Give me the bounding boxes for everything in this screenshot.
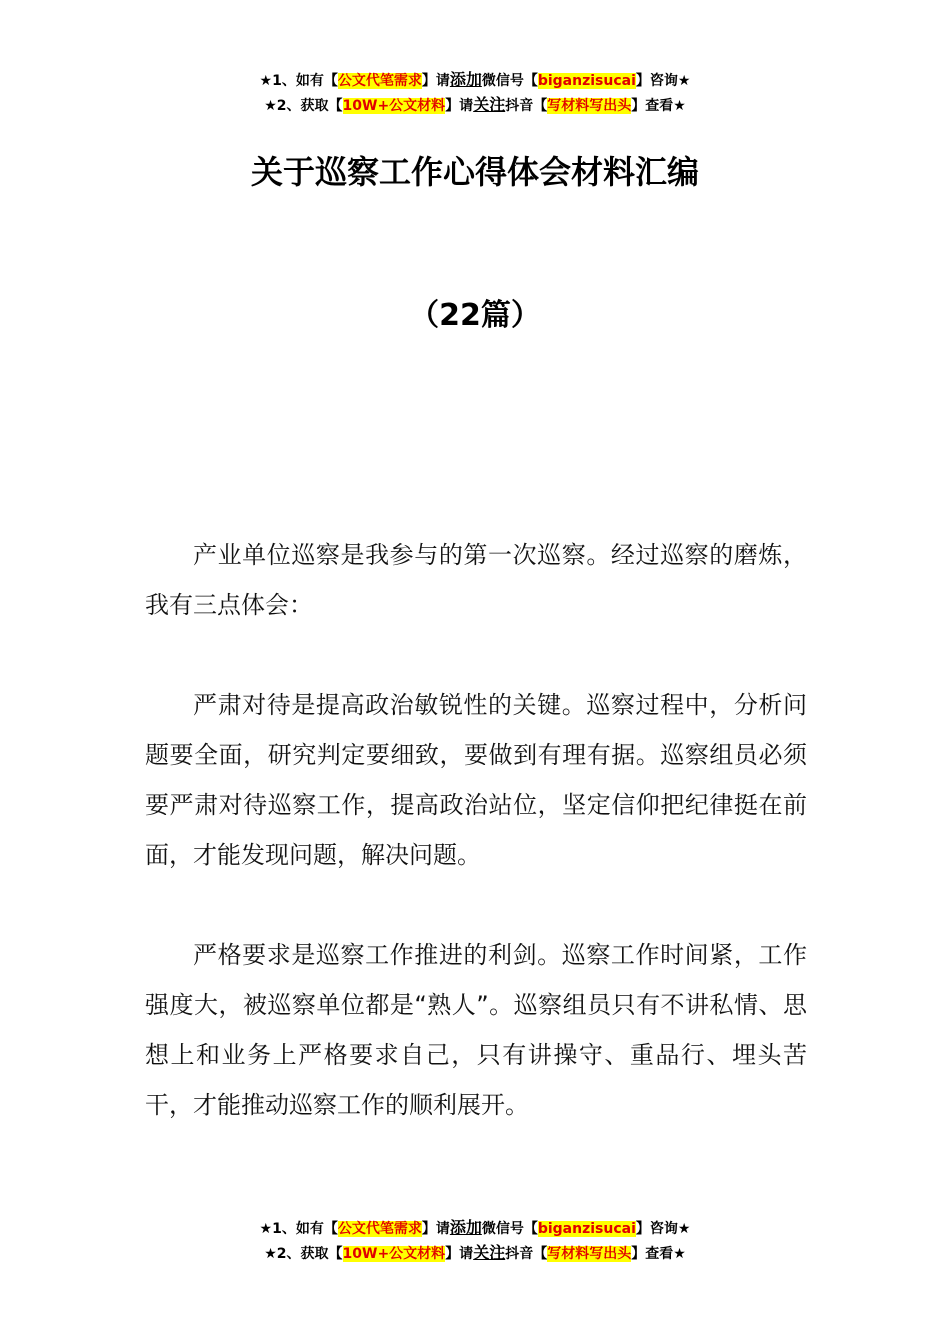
highlight-wechat-id: biganzisucai — [537, 1221, 636, 1237]
banner-line-1: ★1、如有【公文代笔需求】请添加微信号【biganzisucai】咨询★ — [259, 1218, 691, 1237]
document-subtitle: （22篇） — [409, 298, 541, 333]
highlight-wechat-id: biganzisucai — [537, 73, 636, 89]
underlined-follow: 关注 — [473, 1243, 506, 1262]
highlight-materials: 10W+公文材料 — [342, 98, 446, 114]
highlight-service: 公文代笔需求 — [337, 73, 422, 89]
highlight-service: 公文代笔需求 — [337, 1221, 422, 1237]
footer-banner — [0, 1216, 950, 1266]
highlight-douyin-account: 写材料写出头 — [547, 1246, 632, 1262]
paragraph: 严格要求是巡察工作推进的利剑。巡察工作时间紧，工作强度大，被巡察单位都是“熟人”。巡察组员只有不讲私情、思想上和业务上严格要求自己，只有讲操守、重品行、埋头苦干，才能推动巡察工作的顺利展开。 — [145, 941, 807, 1119]
banner-line-1: ★1、如有【公文代笔需求】请添加微信号【biganzisucai】咨询★ — [259, 70, 691, 89]
banner-line-2: ★2、获取【10W+公文材料】请关注抖音【写材料写出头】查看★ — [264, 95, 686, 114]
highlight-douyin-account: 写材料写出头 — [547, 98, 632, 114]
underlined-add: 添加 — [449, 1218, 482, 1237]
underlined-add: 添加 — [449, 70, 482, 89]
paragraph: 严肃对待是提高政治敏锐性的关键。巡察过程中，分析问题要全面，研究判定要细致，要做到有理有据。巡察组员必须要严肃对待巡察工作，提高政治站位，坚定信仰把纪律挺在前面，才能发现问题，解决问题。 — [145, 691, 807, 869]
banner-line-2: ★2、获取【10W+公文材料】请关注抖音【写材料写出头】查看★ — [264, 1243, 686, 1262]
header-banner — [0, 68, 950, 118]
highlight-materials: 10W+公文材料 — [342, 1246, 446, 1262]
document-title: 关于巡察工作心得体会材料汇编 — [250, 153, 699, 191]
underlined-follow: 关注 — [473, 95, 506, 114]
document-body — [145, 530, 807, 1180]
paragraph: 产业单位巡察是我参与的第一次巡察。经过巡察的磨炼，我有三点体会： — [145, 541, 807, 619]
